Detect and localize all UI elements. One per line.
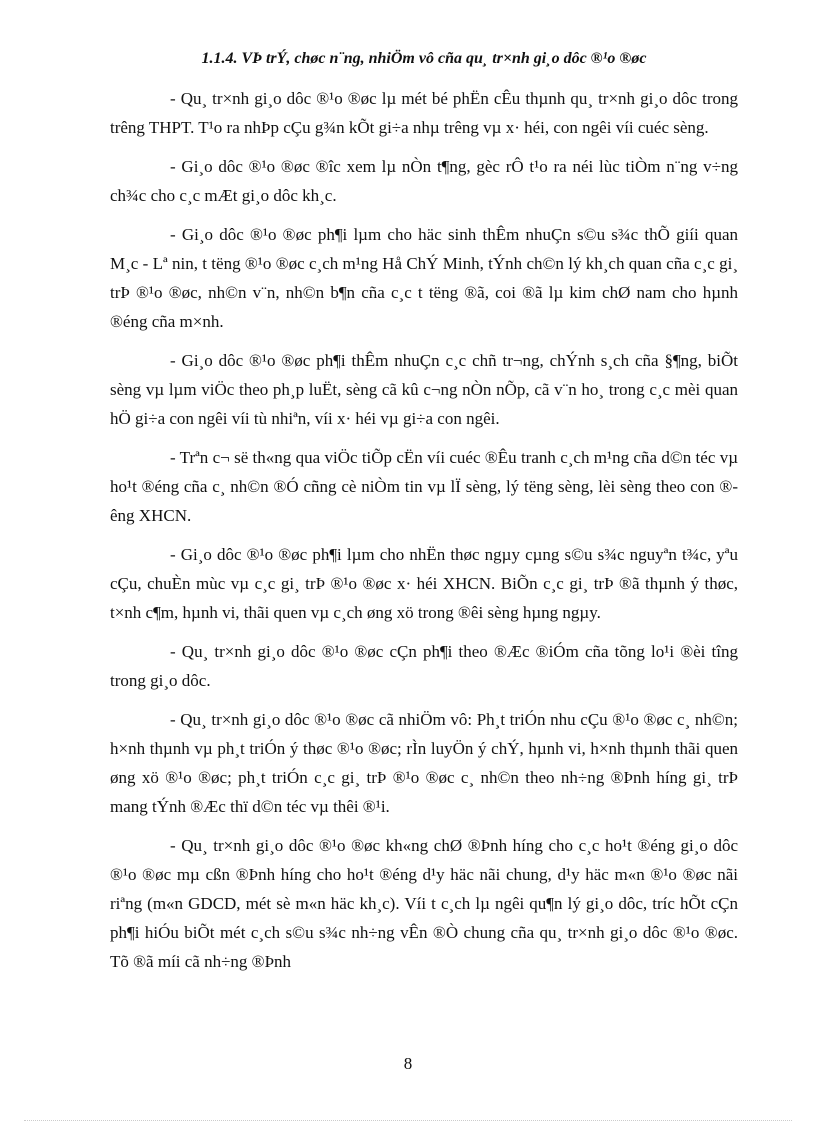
paragraph: - Gi¸o dôc ®¹o ®øc ph¶i lµm cho häc sinh thÊm nhuÇn s©u s¾c thÕ giíi quan M¸c - Lª nin, t tëng ®¹o ®øc c¸ch m¹ng Hå ChÝ Minh, tÝnh ch©n lý kh¸ch quan cña c¸c gi¸ trÞ ®¹o ®øc, nh©n v¨n, nh©n b¶n cña c¸c t tëng ®ã, coi ®ã lµ kim chØ nam cho hµnh ®éng cña m×nh.	[110, 225, 738, 331]
paragraph: - Gi¸o dôc ®¹o ®øc ph¶i thÊm nhuÇn c¸c chñ tr¬ng, chÝnh s¸ch cña §¶ng, biÕt sèng vµ lµm viÖc theo ph¸p luËt, sèng cã kû c¬ng nÒn nÕp, cã v¨n ho¸ trong c¸c mèi quan hÖ gi÷a con ngêi víi tù nhiªn, víi x· héi vµ gi÷a con ngêi.	[110, 351, 738, 428]
paragraph: - Qu¸ tr×nh gi¸o dôc ®¹o ®øc cã nhiÖm vô: Ph¸t triÓn nhu cÇu ®¹o ®øc c¸ nh©n; h×nh thµnh vµ ph¸t triÓn ý thøc ®¹o ®øc; rÌn luyÖn ý chÝ, hµnh vi, h×nh thµnh thãi quen øng xö ®¹o ®øc; ph¸t triÓn c¸c gi¸ trÞ ®¹o ®øc c¸ nh©n theo nh÷ng ®Þnh híng gi¸ trÞ mang tÝnh ®Æc thï d©n téc vµ thêi ®¹i.	[110, 710, 738, 816]
section-heading: 1.1.4. VÞ trÝ, chøc n¨ng, nhiÖm vô cña qu¸ tr×nh gi¸o dôc ®¹o ®øc	[201, 50, 647, 67]
paragraph: - Gi¸o dôc ®¹o ®øc ®îc xem lµ nÒn t¶ng, gèc rÔ t¹o ra néi lùc tiÒm n¨ng v÷ng ch¾c cho c¸c mÆt gi¸o dôc kh¸c.	[110, 157, 738, 205]
body-text	[110, 84, 738, 986]
page-bottom-rule	[24, 1120, 792, 1121]
page-number: 8	[403, 1054, 413, 1073]
paragraph: - Gi¸o dôc ®¹o ®øc ph¶i lµm cho nhËn thøc ngµy cµng s©u s¾c nguyªn t¾c, yªu cÇu, chuÈn mùc vµ c¸c gi¸ trÞ ®¹o ®øc x· héi XHCN. BiÕn c¸c gi¸ trÞ ®ã thµnh ý thøc, t×nh c¶m, hµnh vi, thãi quen vµ c¸ch øng xö trong ®êi sèng hµng ngµy.	[110, 545, 738, 622]
paragraph: - Trªn c¬ së th«ng qua viÖc tiÕp cËn víi cuéc ®Êu tranh c¸ch m¹ng cña d©n téc vµ ho¹t ®éng cña c¸ nh©n ®Ó cñng cè niÒm tin vµ lÏ sèng, lý tëng sèng, lèi sèng theo con ®êng XHCN.	[110, 448, 738, 525]
paragraph: - Qu¸ tr×nh gi¸o dôc ®¹o ®øc lµ mét bé phËn cÊu thµnh qu¸ tr×nh gi¸o dôc trong trêng THPT. T¹o ra nhÞp cÇu g¾n kÕt gi÷a nhµ trêng vµ x· héi, con ngêi víi cuéc sèng.	[110, 89, 738, 137]
paragraph: - Qu¸ tr×nh gi¸o dôc ®¹o ®øc cÇn ph¶i theo ®Æc ®iÓm cña tõng lo¹i ®èi tîng trong gi¸o dôc.	[110, 642, 738, 690]
paragraph: - Qu¸ tr×nh gi¸o dôc ®¹o ®øc kh«ng chØ ®Þnh híng cho c¸c ho¹t ®éng gi¸o dôc ®¹o ®øc mµ cßn ®Þnh híng cho ho¹t ®éng d¹y häc nãi chung, d¹y häc m«n ®¹o ®øc nãi riªng (m«n GDCD, mét sè m«n häc kh¸c). Víi t c¸ch lµ ngêi qu¶n lý gi¸o dôc, tríc hÕt cÇn ph¶i hiÓu biÕt mét c¸ch s©u s¾c nh÷ng vÊn ®Ò chung cña qu¸ tr×nh gi¸o dôc ®¹o ®øc. Tõ ®ã míi cã nh÷ng ®Þnh	[110, 836, 738, 971]
